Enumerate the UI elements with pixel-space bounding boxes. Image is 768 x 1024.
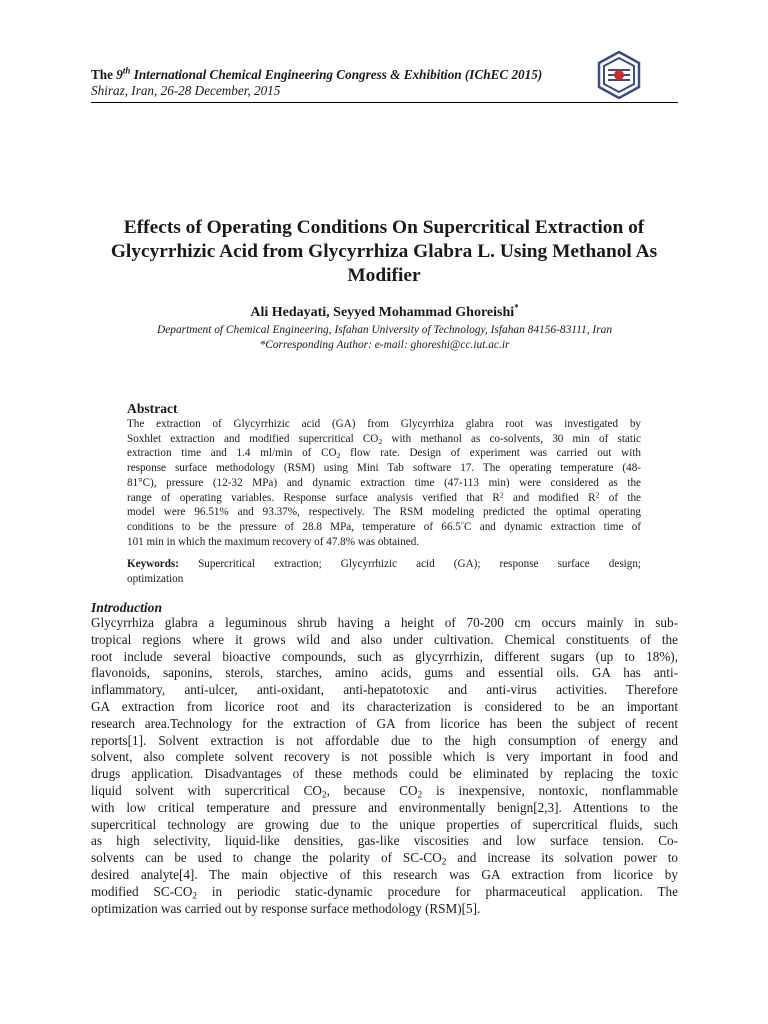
affiliation-block: [91, 323, 678, 353]
affiliation: Department of Chemical Engineering, Isfahan University of Technology, Isfahan 84156-83111, Iran: [156, 324, 613, 336]
conference-header: [91, 66, 591, 99]
paper-title: Effects of Operating Conditions On Supercritical Extraction of Glycyrrhizic Acid from Glycyrrhiza Glabra L. Using Methanol As Modifier: [110, 217, 658, 286]
author-list: Ali Hedayati, Seyyed Mohammad Ghoreishi*: [250, 302, 519, 320]
keywords: Keywords: Supercritical extraction; Glycyrrhizic acid (GA); response surface design; optimization: [127, 558, 641, 585]
abstract-text: The extraction of Glycyrrhizic acid (GA) from Glycyrrhiza glabra root was investigated by Soxhlet extraction and modified supercritical $CO_2$ with methanol as co-solvents, 30 min of static extraction time and 1.4 ml/min of $CO_2$ flow rate. Design of experiment was carried out with response surface methodology (RSM) using Mini Tab software 17. The operating temperature (48- 81°C), pressure (12-32 MPa) and dynamic extraction time (47-113 min) were considered as the range of operating variables. Response surface analysis verified that $R^2$ and modified $R^2$ of the model were 96.51% and 93.37%, respectively. The RSM modeling predicted the optimal operating conditions to be the pressure of 28.8 MPa, temperature of 66.5°C and dynamic extraction time of 101 min in which the maximum recovery of 47.8% was obtained.: [127, 418, 642, 548]
abstract-heading: Abstract: [127, 401, 178, 416]
keywords-label: Keywords:: [127, 558, 179, 570]
header-divider: [91, 102, 678, 103]
conference-location: Shiraz, Iran, 26-28 December, 2015: [91, 83, 281, 98]
conference-name: The 9th International Chemical Engineering Congress & Exhibition (IChEC 2015): [91, 65, 543, 82]
introduction-text: Glycyrrhiza glabra a leguminous shrub having a height of 70-200 cm occurs mainly in sub- tropical regions where it grows wild and also under cultivation. Chemical constituents of the root include several bioactive compounds, such as glycyrrhizin, different sugars (up to 18%), flavonoids, saponins, sterols, starches, amino acids, gums and essential oils. GA has anti- inflammatory, anti-ulcer, anti-oxidant, anti-hepatotoxic and anti-virus activities. Therefore GA extraction from licorice root and its characterization is considered to be an important research area.Technology for the extraction of GA from licorice has been the subject of recent reports[1]. Solvent extraction is not affordable due to the high consumption of energy and solvent, also complete solvent recovery is not possible which is very important in food and drugs application. Disadvantages of these methods could be eliminated by replacing the toxic liquid solvent with supercritical $CO_2$, because $CO_2$ is inexpensive, nontoxic, nonflammable with low critical temperature and pressure and environmentally benign[2,3]. Attentions to the supercritical technology are growing due to the unique properties of supercritical fluids, such as high selectivity, liquid-like densities, gas-like viscosities and low surface tension. Co- solvents can be used to change the polarity of $SC-CO_2$ and increase its solvation power to desired analyte[4]. The main objective of this research was GA extraction from licorice by modified $SC-CO_2$ in periodic static-dynamic procedure for pharmaceutical application. The optimization was carried out by response surface methodology (RSM)[5].: [91, 615, 679, 916]
ichec-logo-icon: [596, 50, 642, 100]
introduction-heading: Introduction: [91, 600, 163, 615]
corresponding-author: *Corresponding Author: e-mail: ghoreshi@cc.iut.ac.ir: [259, 339, 510, 351]
